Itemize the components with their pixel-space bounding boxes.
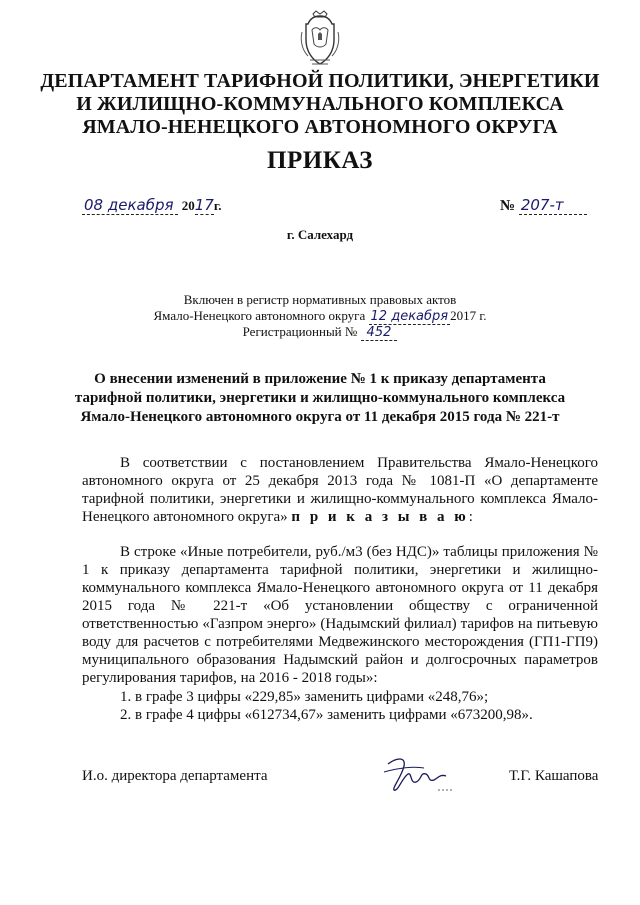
number-handwritten: 207-т bbox=[519, 196, 587, 215]
order-number bbox=[500, 196, 587, 215]
list-item-1: 1. в графе 3 цифры «229,85» заменить цифрами «248,76»; bbox=[120, 689, 489, 705]
department-name-line2: И ЖИЛИЩНО-КОММУНАЛЬНОГО КОМПЛЕКСА bbox=[76, 93, 564, 115]
preamble-text: В соответствии с постановлением Правительства Ямало-Ненецкого автономного округа от 25 декабря 2013 года № 1081-П «О департаменте тарифной политики, энергетики и жилищно-коммунального комплекса Ямало-Ненецкого автономного округа» bbox=[82, 455, 598, 525]
city: г. Салехард bbox=[286, 227, 354, 242]
registration-line3 bbox=[0, 324, 640, 341]
order-date bbox=[82, 196, 222, 215]
signatory-position: И.о. директора департамента bbox=[82, 768, 268, 784]
department-name-line1: ДЕПАРТАМЕНТ ТАРИФНОЙ ПОЛИТИКИ, ЭНЕРГЕТИКИ bbox=[40, 70, 600, 92]
registration-year: 2017 г. bbox=[450, 308, 487, 323]
registration-line2 bbox=[0, 308, 640, 325]
list-item-2: 2. в графе 4 цифры «612734,67» заменить цифрами «673200,98». bbox=[120, 707, 533, 723]
registration-number-handwritten: 452 bbox=[361, 325, 398, 341]
subject-line3: Ямало-Ненецкого автономного округа от 11 декабря 2015 года № 221-т bbox=[80, 409, 560, 425]
subject-line1: О внесении изменений в приложение № 1 к приказу департамента bbox=[94, 371, 546, 387]
registration-number-label: Регистрационный № bbox=[242, 324, 358, 339]
subject-line2: тарифной политики, энергетики и жилищно-коммунального комплекса bbox=[74, 390, 566, 406]
document-title: ПРИКАЗ bbox=[267, 147, 373, 174]
year-suffix: г. bbox=[213, 198, 222, 213]
year-prefix: 20 bbox=[181, 198, 195, 213]
date-handwritten: 08 декабря bbox=[82, 196, 178, 215]
registration-line1: Включен в регистр нормативных правовых актов bbox=[183, 292, 457, 307]
preamble-paragraph bbox=[82, 454, 598, 526]
registration-region: Ямало-Ненецкого автономного округа bbox=[153, 308, 366, 323]
year-handwritten: 17 bbox=[194, 196, 214, 214]
number-label: № bbox=[500, 198, 516, 214]
handwritten-signature bbox=[378, 750, 458, 798]
preamble-colon: : bbox=[468, 509, 473, 525]
main-paragraph: В строке «Иные потребители, руб./м3 (без НДС)» таблицы приложения № 1 к приказу департамента тарифной политики, энергетики и жилищно-коммунального комплекса Ямало-Ненецкого автономного округа от 11 декабря 2015 года № 221-т «Об установлении обществу с ограниченной ответственностью «Газпром энерго» (Надымский филиал) тарифов на питьевую воду для расчетов с потребителями Медвежинского месторождения (ГП1-ГП9) муниципального образования Надымский район и долгосрочных параметров регулирования тарифов, на 2016 - 2018 годы»: bbox=[82, 544, 598, 686]
department-name-line3: ЯМАЛО-НЕНЕЦКОГО АВТОНОМНОГО ОКРУГА bbox=[82, 116, 558, 138]
registration-date-handwritten: 12 декабря bbox=[370, 309, 449, 324]
signatory-name: Т.Г. Кашапова bbox=[509, 768, 599, 784]
coat-of-arms-icon bbox=[296, 10, 344, 70]
order-keyword: п р и к а з ы в а ю bbox=[291, 509, 469, 525]
